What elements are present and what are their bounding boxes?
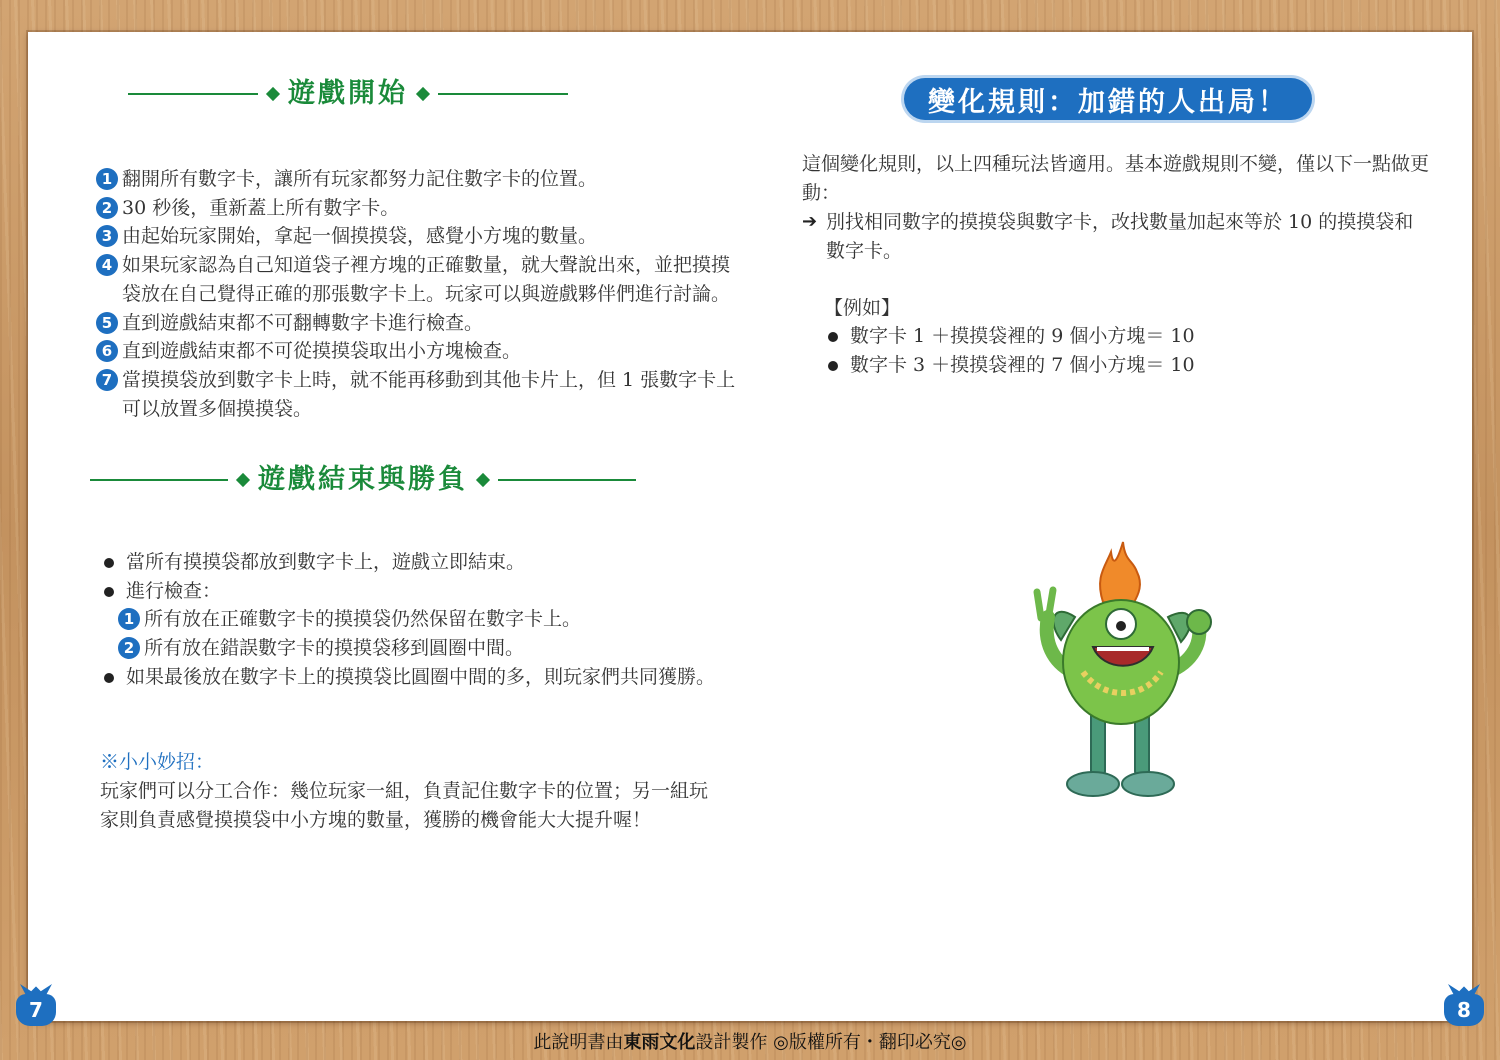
sub-text: 所有放在錯誤數字卡的摸摸袋移到圓圈中間。: [144, 637, 525, 660]
sub-list-item: [100, 605, 730, 634]
step-number-badge: 6: [96, 340, 118, 362]
footer-prefix: 此說明書由: [533, 1031, 624, 1053]
bullet-dot-icon: [104, 587, 114, 597]
bullet-text: 如果最後放在數字卡上的摸摸袋比圓圈中間的多，則玩家們共同獲勝。: [126, 665, 716, 688]
arrow-right-icon: ➔: [802, 211, 818, 232]
heading-rule-right: [438, 93, 568, 95]
end-bullet-list: [100, 548, 730, 692]
variant-intro: 這個變化規則，以上四種玩法皆適用。基本遊戲規則不變，僅以下一點做更動：: [802, 153, 1430, 204]
step-number-badge: 4: [96, 254, 118, 276]
page-number: 7: [16, 994, 56, 1026]
bullet-dot-icon: [104, 558, 114, 568]
end-heading: [90, 465, 636, 495]
step-number-badge: 7: [96, 369, 118, 391]
step-item: [96, 337, 736, 366]
step-item: [96, 366, 736, 423]
example-text: 數字卡 1 ＋摸摸袋裡的 9 個小方塊＝ 10: [850, 325, 1195, 347]
variant-rule-change: [802, 208, 1432, 265]
sub-number-badge: 2: [118, 637, 140, 659]
list-item: [100, 577, 730, 606]
sub-number-badge: 1: [118, 608, 140, 630]
tip-body: 玩家們可以分工合作：幾位玩家一組，負責記住數字卡的位置；另一組玩家則負責感覺摸摸袋中小方塊的數量，獲勝的機會能大大提升喔！: [100, 780, 709, 831]
heading-rule-left: [128, 93, 258, 95]
bullet-dot-icon: [828, 361, 838, 371]
step-text: 直到遊戲結束都不可翻轉數字卡進行檢查。: [122, 311, 484, 334]
heading-rule-left: [90, 479, 228, 481]
green-monster-illustration: [1003, 522, 1233, 802]
step-number-badge: 3: [96, 225, 118, 247]
sub-text: 所有放在正確數字卡的摸摸袋仍然保留在數字卡上。: [144, 608, 582, 631]
list-item: [824, 322, 1195, 351]
heading-rule-right: [498, 479, 636, 481]
variant-heading-text: 變化規則：加錯的人出局！: [928, 86, 1288, 118]
list-item: [100, 663, 730, 692]
step-text: 由起始玩家開始，拿起一個摸摸袋，感覺小方塊的數量。: [122, 225, 598, 248]
step-item: [96, 251, 736, 308]
diamond-ornament-icon: [416, 87, 430, 101]
example-list: [824, 322, 1195, 379]
diamond-ornament-icon: [236, 473, 250, 487]
step-item: [96, 222, 736, 251]
example-text: 數字卡 3 ＋摸摸袋裡的 7 個小方塊＝ 10: [850, 353, 1195, 376]
bullet-dot-icon: [104, 673, 114, 683]
bullet-text: 當所有摸摸袋都放到數字卡上，遊戲立即結束。: [126, 551, 526, 573]
footer-publisher: 東雨文化: [623, 1031, 696, 1053]
step-item: [96, 194, 736, 223]
diamond-ornament-icon: [266, 87, 280, 101]
step-text: 如果玩家認為自己知道袋子裡方塊的正確數量，就大聲說出來，並把摸摸袋放在自己覺得正確的那張數字卡上。玩家可以與遊戲夥伴們進行討論。: [122, 254, 731, 305]
step-text: 當摸摸袋放到數字卡上時，就不能再移動到其他卡片上，但 1 張數字卡上可以放置多個摸摸袋。: [122, 368, 736, 420]
diamond-ornament-icon: [476, 473, 490, 487]
rule-change-text: 別找相同數字的摸摸袋與數字卡，改找數量加起來等於 10 的摸摸袋和數字卡。: [826, 211, 1414, 262]
tip-title: ※小小妙招：: [100, 751, 215, 773]
step-text: 30 秒後，重新蓋上所有數字卡。: [122, 196, 400, 219]
variant-heading-banner: [904, 78, 1312, 120]
step-number-badge: 2: [96, 197, 118, 219]
list-item: [824, 351, 1195, 380]
booklet-spread: [28, 32, 1472, 1021]
step-text: 翻開所有數字卡，讓所有玩家都努力記住數字卡的位置。: [122, 168, 598, 190]
step-number-badge: 1: [96, 168, 118, 190]
copyright-footer: [0, 1021, 1500, 1060]
example-label: 【例如】: [824, 297, 901, 319]
page-number: 8: [1444, 994, 1484, 1026]
bullet-text: 進行檢查：: [126, 579, 222, 602]
bullet-dot-icon: [828, 332, 838, 342]
page-number-tab-left: [16, 984, 56, 1026]
end-heading-text: 遊戲結束與勝負: [258, 464, 468, 495]
start-heading-text: 遊戲開始: [288, 78, 408, 109]
page-number-tab-right: [1444, 984, 1484, 1026]
step-number-badge: 5: [96, 312, 118, 334]
step-text: 直到遊戲結束都不可從摸摸袋取出小方塊檢查。: [122, 340, 522, 363]
footer-suffix: 設計製作 ◎版權所有・翻印必究◎: [695, 1031, 967, 1053]
start-heading: [128, 79, 568, 109]
sub-list-item: [100, 634, 730, 663]
list-item: [100, 548, 730, 577]
start-steps-list: [96, 165, 736, 423]
step-item: [96, 165, 736, 194]
step-item: [96, 309, 736, 338]
